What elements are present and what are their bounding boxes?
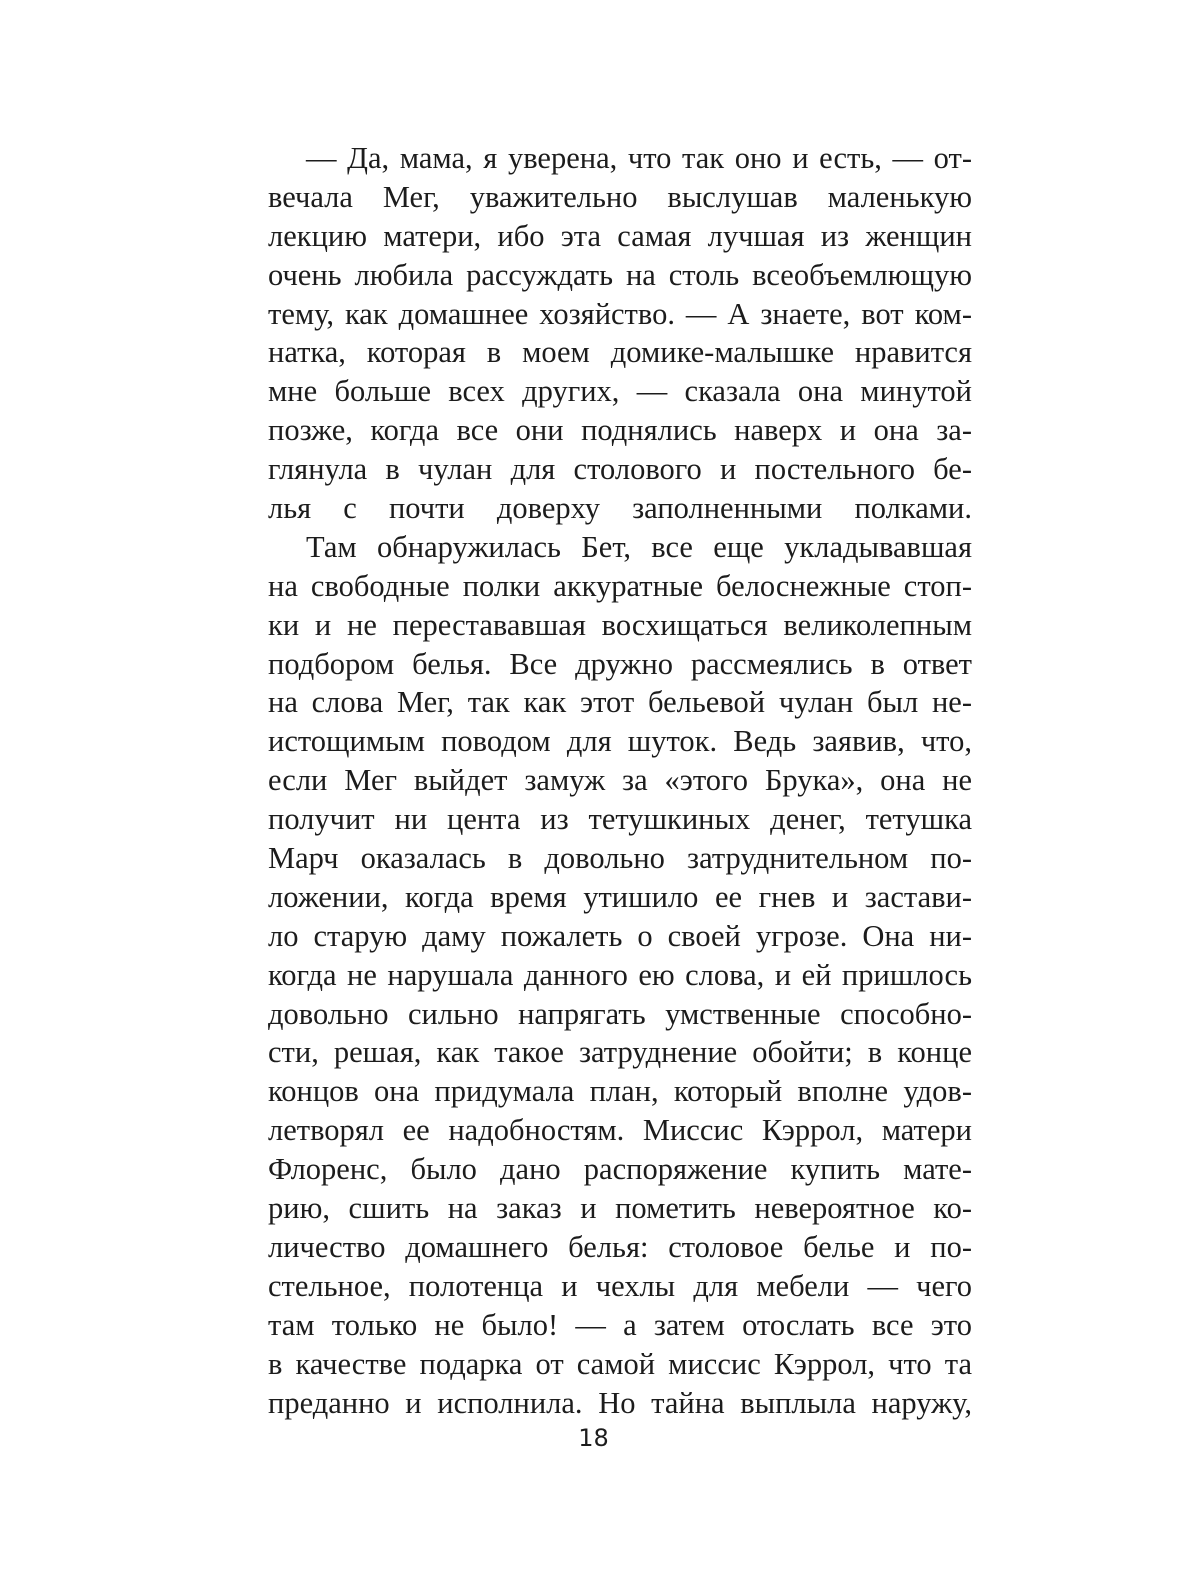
text-line: мне больше всех других, — сказала она минутой [268,374,972,409]
text-line: в качестве подарка от самой миссис Кэррол, что та [268,1346,972,1381]
text-line: Флоренс, было дано распоряжение купить мате- [268,1152,972,1187]
text-line: подбором белья. Все дружно рассмеялись в ответ [268,646,972,681]
text-line: летворял ее надобностям. Миссис Кэррол, матери [268,1113,972,1148]
text-line: получит ни цента из тетушкиных денег, тетушка [268,802,972,837]
text-line: на слова Мег, так как этот бельевой чулан был не- [268,685,972,720]
text-line: ки и не перестававшая восхищаться великолепным [268,607,972,642]
text-line: сти, решая, как такое затруднение обойти; в конце [268,1035,972,1070]
text-line: если Мег выйдет замуж за «этого Брука», она не [268,763,972,798]
text-line: натка, которая в моем домике-малышке нравится [268,335,972,370]
text-line: вечала Мег, уважительно выслушав маленькую [268,179,972,214]
text-line: когда не нарушала данного ею слова, и ей пришлось [268,957,972,992]
text-line: Марч оказалась в довольно затруднительном по- [268,841,972,876]
paragraph [268,139,972,528]
text-line: лекцию матери, ибо эта самая лучшая из женщин [268,218,972,253]
text-line: рию, сшить на заказ и пометить невероятное ко- [268,1191,972,1226]
text-line: — Да, мама, я уверена, что так оно и есть, — от- [306,141,972,175]
body-text [268,139,972,1422]
text-line: довольно сильно напрягать умственные способно- [268,996,972,1031]
text-line: глянула в чулан для столового и постельного бе- [268,452,972,487]
page-number: 18 [578,1424,609,1452]
text-line: ложении, когда время утишило ее гнев и застави- [268,879,972,914]
text-line: личество домашнего белья: столовое белье и по- [268,1229,972,1264]
text-line: стельное, полотенца и чехлы для мебели — чего [268,1268,972,1303]
text-line: там только не было! — а затем отослать все это [268,1307,972,1342]
text-line: тему, как домашнее хозяйство. — А знаете, вот ком- [268,296,972,331]
text-line: очень любила рассуждать на столь всеобъемлющую [268,257,972,292]
text-line: позже, когда все они поднялись наверх и она за- [268,413,972,448]
text-line: истощимым поводом для шуток. Ведь заявив, что, [268,724,972,759]
text-line: преданно и исполнила. Но тайна выплыла наружу, [268,1385,972,1420]
text-line: ло старую даму пожалеть о своей угрозе. Она ни- [268,918,972,953]
text-line: на свободные полки аккуратные белоснежные стоп- [268,568,972,603]
text-line: концов она придумала план, который вполне удов- [268,1074,972,1109]
paragraph [268,528,972,1422]
text-line: Там обнаружилась Бет, все еще укладывавшая [306,529,972,564]
text-line: лья с почти доверху заполненными полками. [268,491,972,526]
